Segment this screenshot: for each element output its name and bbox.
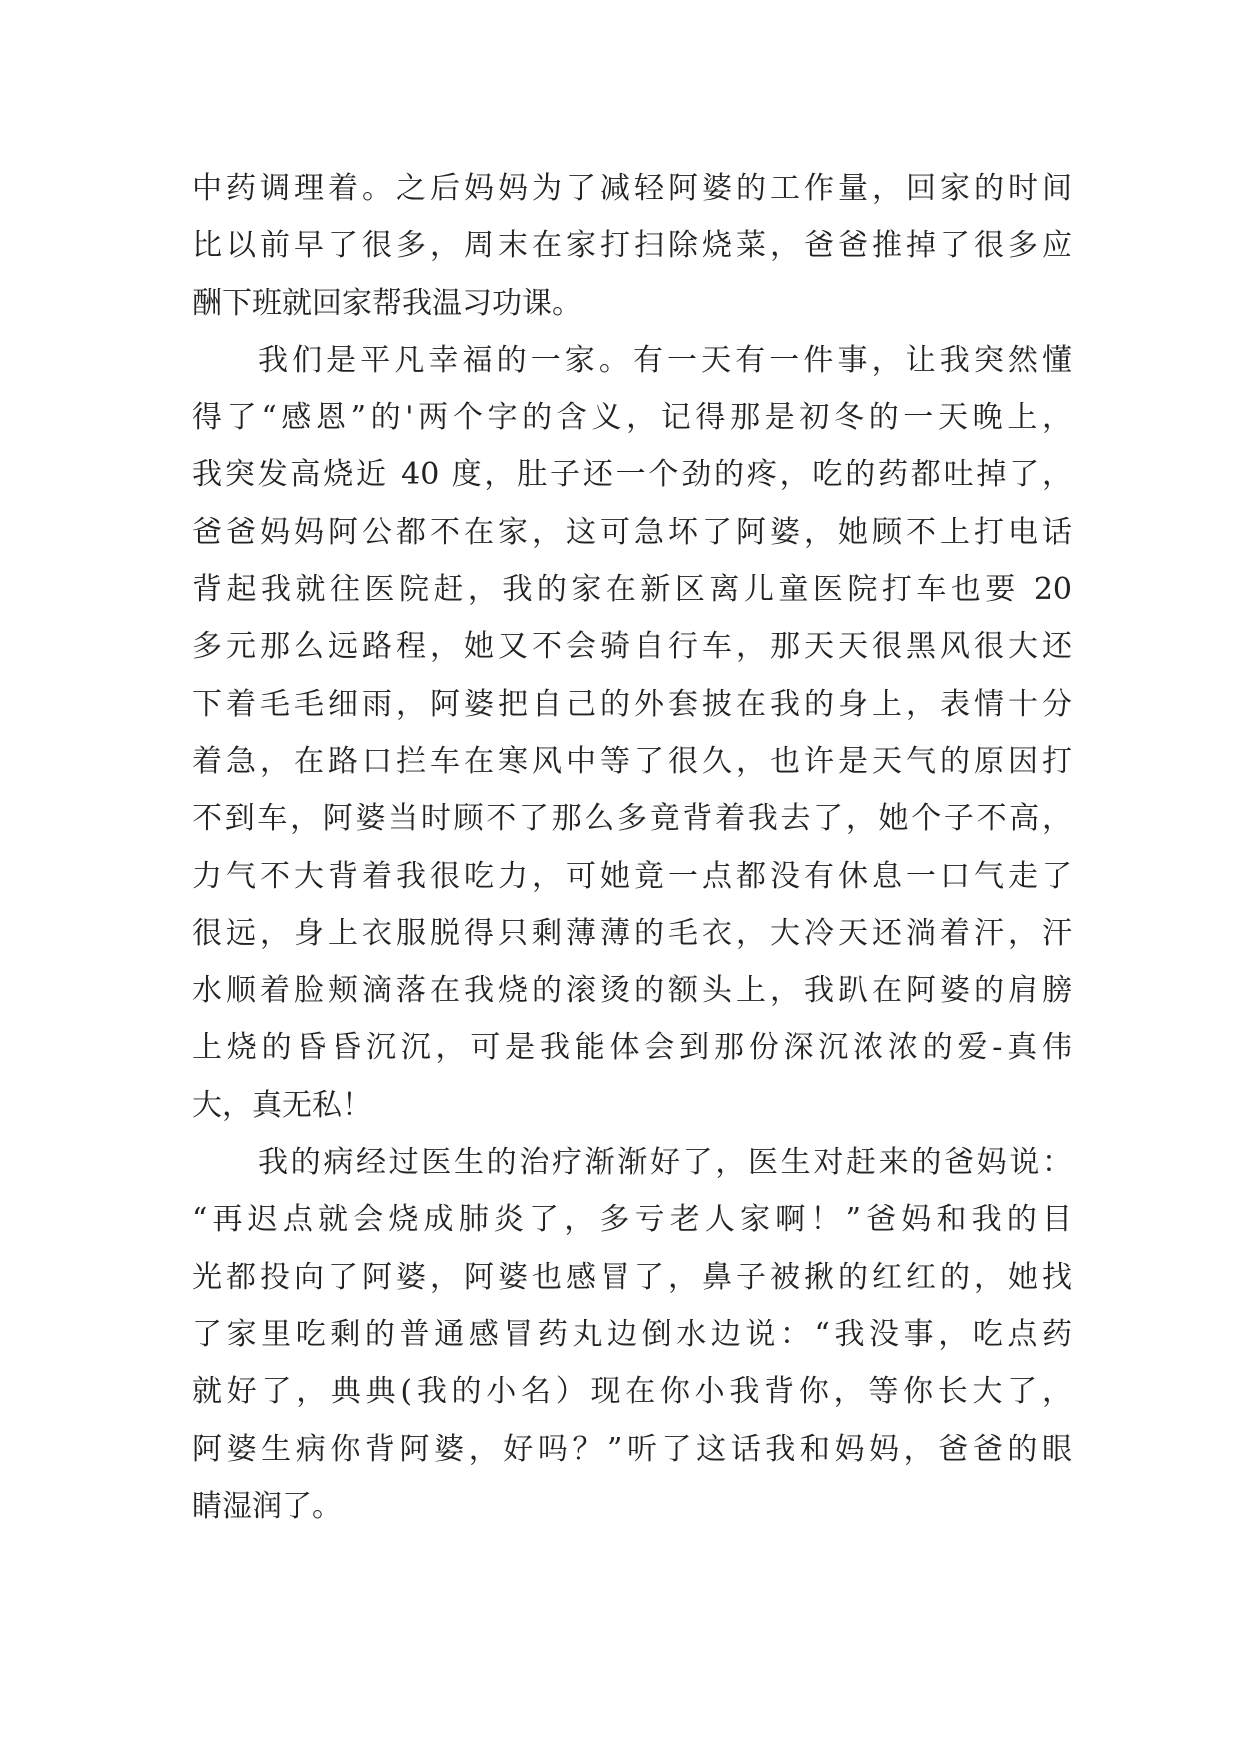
text-line: 水顺着脸颊滴落在我烧的滚烫的额头上，我趴在阿婆的肩膀 xyxy=(192,973,1072,1009)
text-line: 阿婆生病你背阿婆，好吗？”听了这话我和妈妈，爸爸的眼 xyxy=(192,1431,1072,1467)
text-line: 力气不大背着我很吃力，可她竟一点都没有休息一口气走了 xyxy=(192,858,1072,894)
text-line: 光都投向了阿婆，阿婆也感冒了，鼻子被揪的红红的，她找 xyxy=(192,1259,1072,1295)
text-line: “再迟点就会烧成肺炎了，多亏老人家啊！”爸妈和我的目 xyxy=(192,1202,1072,1238)
text-line: 不到车，阿婆当时顾不了那么多竟背着我去了，她个子不高， xyxy=(192,801,1072,837)
paragraph-start-line: 我们是平凡幸福的一家。有一天有一件事，让我突然懂 xyxy=(258,342,1072,378)
text-line: 爸爸妈妈阿公都不在家，这可急坏了阿婆，她顾不上打电话 xyxy=(192,514,1072,550)
paragraph-end-line: 大，真无私！ xyxy=(192,1087,372,1123)
text-line: 上烧的昏昏沉沉，可是我能体会到那份深沉浓浓的爱-真伟 xyxy=(192,1030,1072,1066)
paragraph-start-line: 我的病经过医生的治疗渐渐好了，医生对赶来的爸妈说： xyxy=(258,1145,1072,1181)
text-line: 得了“感恩”的'两个字的含义，记得那是初冬的一天晚上， xyxy=(192,400,1072,436)
text-line: 很远，身上衣服脱得只剩薄薄的毛衣，大冷天还淌着汗，汗 xyxy=(192,915,1072,951)
text-line: 就好了，典典(我的小名）现在你小我背你，等你长大了， xyxy=(192,1374,1072,1410)
text-line: 着急，在路口拦车在寒风中等了很久，也许是天气的原因打 xyxy=(192,743,1072,779)
text-line: 多元那么远路程，她又不会骑自行车，那天天很黑风很大还 xyxy=(192,629,1072,665)
text-line: 下着毛毛细雨，阿婆把自己的外套披在我的身上，表情十分 xyxy=(192,686,1072,722)
text-line: 背起我就往医院赶，我的家在新区离儿童医院打车也要 20 xyxy=(192,572,1072,608)
paragraph-end-line: 酬下班就回家帮我温习功课。 xyxy=(192,285,582,321)
text-line: 中药调理着。之后妈妈为了减轻阿婆的工作量，回家的时间 xyxy=(192,171,1072,206)
text-line: 我突发高烧近 40 度，肚子还一个劲的疼，吃的药都吐掉了， xyxy=(192,457,1072,493)
paragraph-end-line: 睛湿润了。 xyxy=(192,1488,342,1524)
body-text xyxy=(192,160,1072,1535)
text-line: 比以前早了很多，周末在家打扫除烧菜，爸爸推掉了很多应 xyxy=(192,228,1072,264)
text-line: 了家里吃剩的普通感冒药丸边倒水边说：“我没事，吃点药 xyxy=(192,1316,1072,1352)
